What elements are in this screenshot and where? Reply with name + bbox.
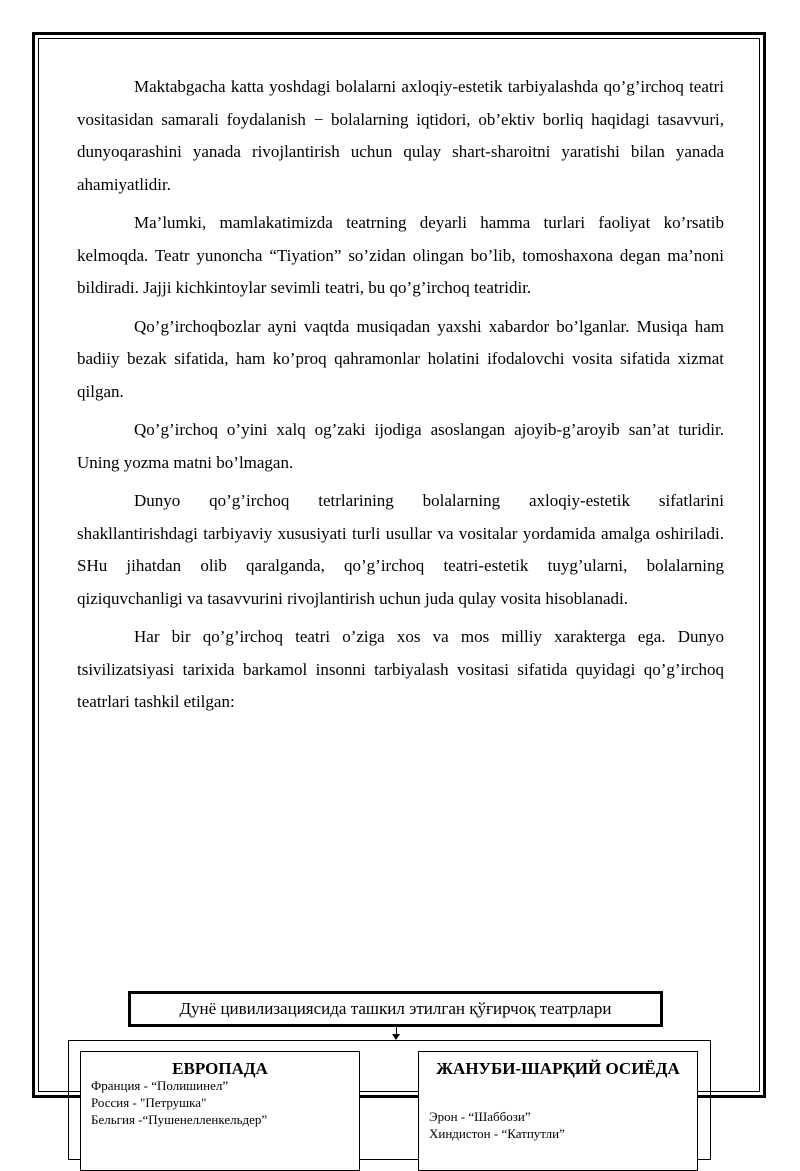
paragraph: Dunyo qo’g’irchoq tetrlarining bolalarning axloqiy-estetik sifatlarini shakllantirishdagi tarbiyaviy xususiyati turli usullar va vositalar yordamida amalga oshiriladi. SHu jihatdan olib qaralganda, qo’g’irchoq teatri-estetik tuyg’ularni, bolalarning qiziquvchanligi va tasavvurini rivojlantirish uchun juda qulay vosita hisoblanadi. — [77, 491, 724, 608]
list-item: Россия - "Петрушка" — [91, 1095, 207, 1110]
asia-box — [418, 1051, 698, 1171]
asia-list — [429, 1108, 565, 1142]
paragraph: Har bir qo’g’irchoq teatri o’ziga xos va mos milliy xarakterga ega. Dunyo tsivilizatsiyasi tarixida barkamol insonni tarbiyalash vositasi sifatida quyidagi qo’g’irchoq teatrlari tashkil etilgan: — [77, 627, 724, 711]
europe-list — [91, 1077, 267, 1128]
list-item: Бельгия -“Пушенелленкельдер” — [91, 1112, 268, 1127]
paragraph: Maktabgacha katta yoshdagi bolalarni axloqiy-estetik tarbiyalashda qo’g’irchoq teatri vositasidan samarali foydalanish − bolalarning iqtidori, ob’ektiv borliq haqidagi tasavvuri, dunyoqarashini yanada rivojlantirish uchun qulay shart-sharoitni yaratishi bilan yanada ahamiyatlidir. — [77, 77, 724, 194]
list-item: Хиндистон - “Катпутли” — [429, 1126, 565, 1141]
europe-title: ЕВРОПАДА — [172, 1059, 268, 1078]
paragraph: Qo’g’irchoq o’yini xalq og’zaki ijodiga asoslangan ajoyib-g’aroyib san’at turidir. Uning yozma matni bo’lmagan. — [77, 420, 724, 472]
paragraph: Qo’g’irchoqbozlar ayni vaqtda musiqadan yaxshi xabardor bo’lganlar. Musiqa ham badiiy bezak sifatida, ham ko’proq qahramonlar holatini ifodalovchi vosita sifatida xizmat qilgan. — [77, 316, 724, 401]
body-text — [77, 71, 724, 725]
arrow-down-icon — [392, 1034, 400, 1040]
paragraph: Ma’lumki, mamlakatimizda teatrning deyarli hamma turlari faoliyat ko’rsatib kelmoqda. Teatr yunoncha “Tiyation” so’zidan olingan bo’lib, tomoshaxona degan ma’noni bildiradi. Jajji kichkintoylar sevimli teatri, bu qo’g’irchoq teatridir. — [77, 213, 724, 297]
diagram-title: Дунё цивилизациясида ташкил этилган қўғирчоқ театрлари — [128, 991, 663, 1027]
list-item: Франция - “Полишинел” — [91, 1078, 229, 1093]
list-item: Эрон - “Шаббози” — [429, 1109, 531, 1124]
asia-title: ЖАНУБИ-ШАРҚИЙ ОСИЁДА — [436, 1059, 680, 1078]
europe-box — [80, 1051, 360, 1171]
